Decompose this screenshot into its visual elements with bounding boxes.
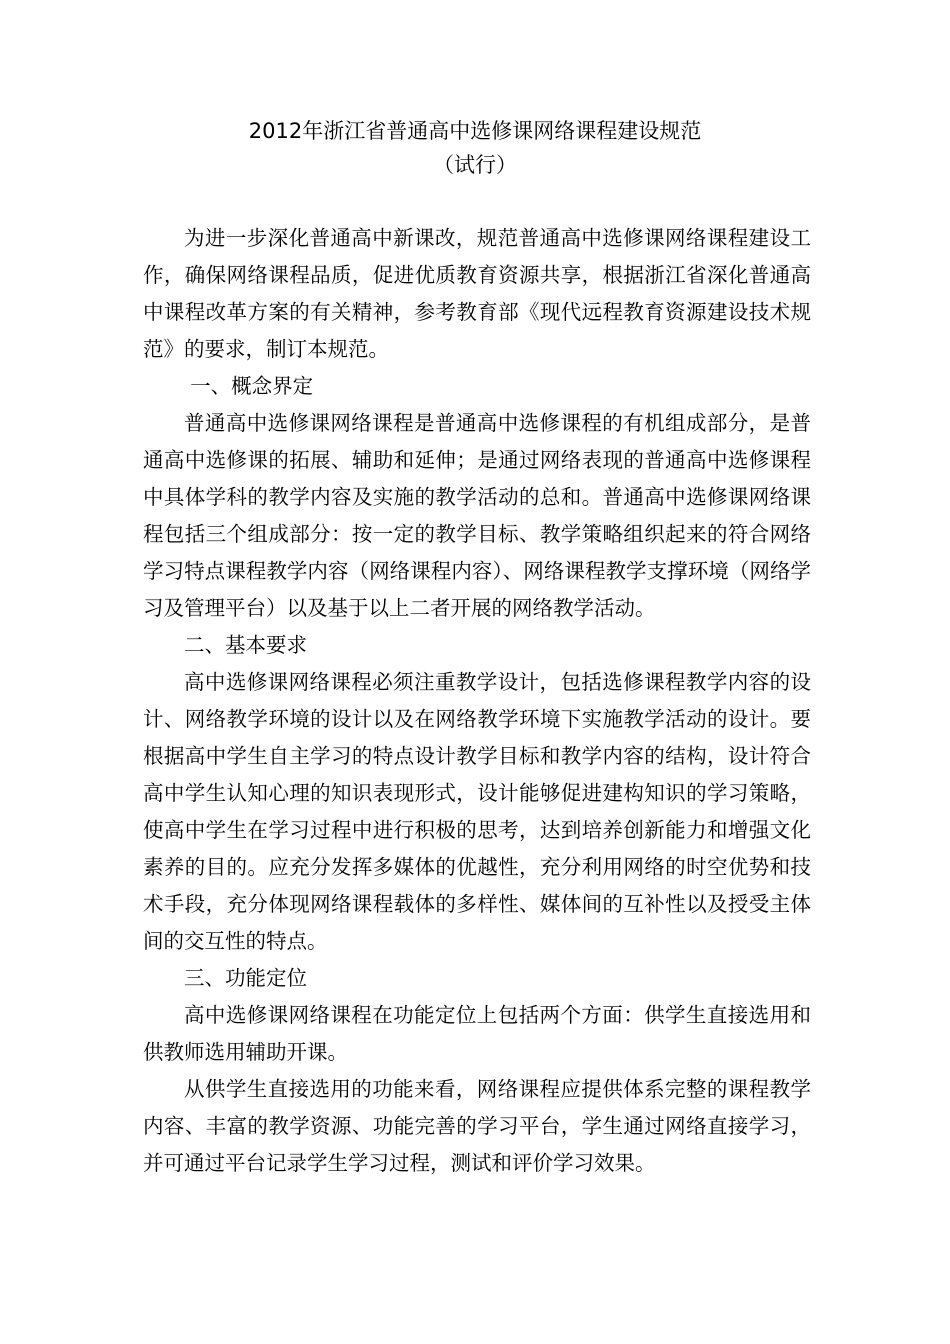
section-heading-requirements: 二、基本要求 bbox=[184, 633, 307, 657]
body-paragraph: 高中选修课网络课程必须注重教学设计，包括选修课程教学内容的设计、网络教学环境的设计以及在网络教学环境下实施教学活动的设计。要根据高中学生自主学习的特点设计教学目标和教学内容的结构，设计符合高中学生认知心理的知识表现形式，设计能够促进建构知识的学习策略，使高中学生在学习过程中进行积极的思考，达到培养创新能力和增强文化素养的目的。应充分发挥多媒体的优越性，充分利用网络的时空优势和技术手段，充分体现网络课程载体的多样性、媒体间的互补性以及授受主体间的交互性的特点。 bbox=[143, 670, 811, 953]
section-heading-function: 三、功能定位 bbox=[184, 966, 307, 990]
body-paragraph: 普通高中选修课网络课程是普通高中选修课程的有机组成部分，是普通高中选修课的拓展、辅助和延伸；是通过网络表现的普通高中选修课程中具体学科的教学内容及实施的教学活动的总和。普通高中选修课网络课程包括三个组成部分：按一定的教学目标、教学策略组织起来的符合网络学习特点课程教学内容（网络课程内容）、网络课程教学支撑环境（网络学习及管理平台）以及基于以上二者开展的网络教学活动。 bbox=[143, 411, 811, 620]
document-subtitle: （试行） bbox=[433, 153, 517, 177]
body-paragraph: 高中选修课网络课程在功能定位上包括两个方面：供学生直接选用和供教师选用辅助开课。 bbox=[143, 1003, 811, 1064]
intro-paragraph: 为进一步深化普通高中新课改，规范普通高中选修课网络课程建设工作，确保网络课程品质，促进优质教育资源共享，根据浙江省深化普通高中课程改革方案的有关精神，参考教育部《现代远程教育资源建设技术规范》的要求，制订本规范。 bbox=[143, 226, 811, 361]
document-title: 2012年浙江省普通高中选修课网络课程建设规范 bbox=[248, 119, 702, 143]
document-body bbox=[143, 220, 811, 1182]
section-heading-concept: 一、概念界定 bbox=[190, 374, 314, 398]
body-paragraph: 从供学生直接选用的功能来看，网络课程应提供体系完整的课程教学内容、丰富的教学资源、功能完善的学习平台，学生通过网络直接学习，并可通过平台记录学生学习过程，测试和评价学习效果。 bbox=[143, 1077, 811, 1175]
